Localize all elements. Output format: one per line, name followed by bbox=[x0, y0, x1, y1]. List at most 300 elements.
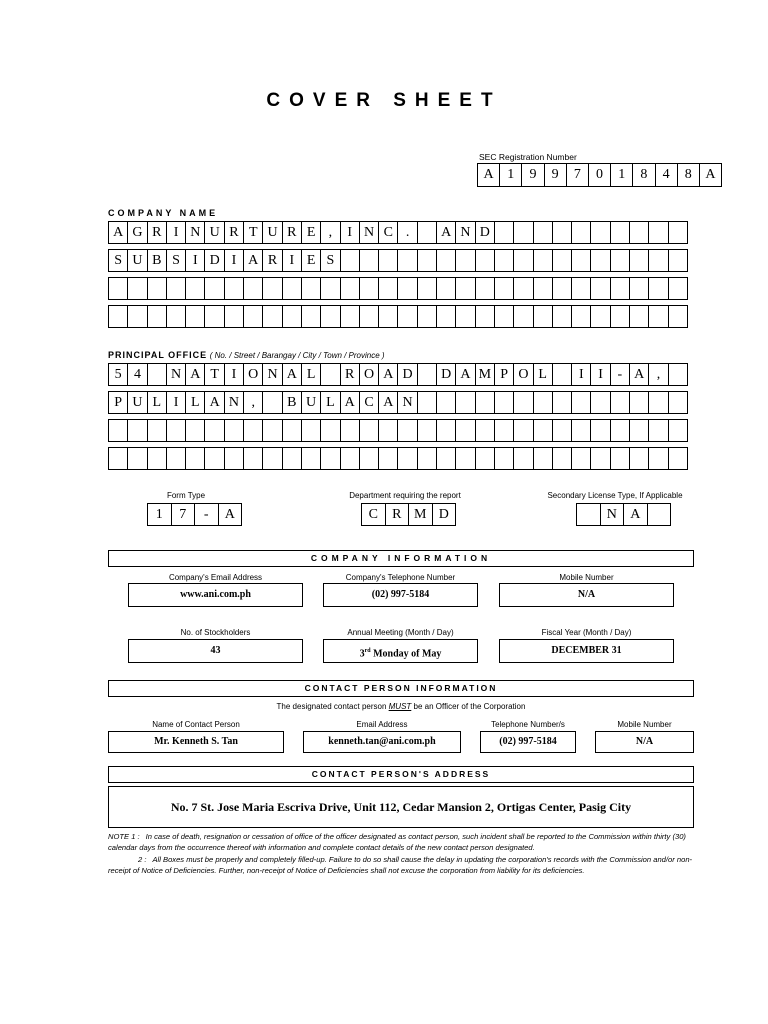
principal-office-cell[interactable] bbox=[552, 447, 572, 470]
principal-office-cell[interactable] bbox=[378, 419, 398, 442]
principal-office-cell[interactable] bbox=[108, 447, 128, 470]
company-mobile-label: Mobile Number bbox=[559, 573, 614, 582]
company-name-cell[interactable] bbox=[397, 305, 417, 328]
company-name-cell[interactable] bbox=[648, 277, 668, 300]
company-name-cell[interactable] bbox=[320, 277, 340, 300]
company-name-cell[interactable] bbox=[166, 277, 186, 300]
secondary-license-cell[interactable] bbox=[647, 503, 672, 526]
company-name-cell[interactable] bbox=[590, 221, 610, 244]
company-name-row[interactable] bbox=[108, 221, 687, 244]
principal-office-cell[interactable]: A bbox=[378, 391, 398, 414]
department-boxes[interactable] bbox=[361, 503, 455, 526]
company-name-cell[interactable] bbox=[417, 249, 437, 272]
principal-office-cell[interactable] bbox=[108, 419, 128, 442]
principal-office-cell[interactable] bbox=[243, 419, 263, 442]
company-name-cell[interactable] bbox=[359, 277, 379, 300]
sec-registration-cell[interactable]: 8 bbox=[677, 163, 700, 187]
principal-office-cell[interactable] bbox=[147, 419, 167, 442]
company-name-cell[interactable] bbox=[590, 249, 610, 272]
principal-office-heading bbox=[108, 350, 385, 360]
principal-office-cell[interactable] bbox=[436, 391, 456, 414]
company-name-cell[interactable] bbox=[494, 249, 514, 272]
company-name-cell[interactable]: A bbox=[436, 221, 456, 244]
company-name-cell[interactable] bbox=[301, 305, 321, 328]
company-name-cell[interactable]: R bbox=[282, 221, 302, 244]
company-name-cell[interactable] bbox=[282, 277, 302, 300]
principal-office-cell[interactable] bbox=[262, 391, 282, 414]
principal-office-cell[interactable]: A bbox=[204, 391, 224, 414]
company-name-row[interactable] bbox=[108, 277, 687, 300]
company-name-cell[interactable] bbox=[629, 305, 649, 328]
company-name-cell[interactable] bbox=[359, 249, 379, 272]
principal-office-cell[interactable] bbox=[552, 391, 572, 414]
company-name-cell[interactable] bbox=[571, 249, 591, 272]
company-name-cell[interactable] bbox=[571, 305, 591, 328]
principal-office-cell[interactable]: T bbox=[204, 363, 224, 386]
company-name-cell[interactable] bbox=[436, 305, 456, 328]
principal-office-cell[interactable]: L bbox=[533, 363, 553, 386]
department-cell[interactable]: R bbox=[385, 503, 410, 526]
principal-office-cell[interactable] bbox=[513, 447, 533, 470]
principal-office-cell[interactable]: U bbox=[127, 391, 147, 414]
company-name-cell[interactable]: S bbox=[166, 249, 186, 272]
company-name-cell[interactable] bbox=[648, 305, 668, 328]
company-name-cell[interactable] bbox=[533, 277, 553, 300]
company-name-cell[interactable] bbox=[610, 221, 630, 244]
principal-office-cell[interactable] bbox=[282, 419, 302, 442]
principal-office-cell[interactable] bbox=[185, 447, 205, 470]
secondary-license-cell[interactable] bbox=[576, 503, 601, 526]
company-name-cell[interactable] bbox=[185, 277, 205, 300]
principal-office-cell[interactable] bbox=[610, 419, 630, 442]
principal-office-cell[interactable] bbox=[494, 419, 514, 442]
principal-office-cell[interactable] bbox=[436, 419, 456, 442]
company-name-cell[interactable] bbox=[475, 277, 495, 300]
company-name-cell[interactable] bbox=[455, 305, 475, 328]
principal-office-cell[interactable] bbox=[378, 447, 398, 470]
principal-office-row[interactable] bbox=[108, 363, 687, 386]
company-name-cell[interactable] bbox=[455, 249, 475, 272]
principal-office-cell[interactable] bbox=[533, 419, 553, 442]
company-name-cell[interactable] bbox=[301, 277, 321, 300]
principal-office-cell[interactable] bbox=[204, 447, 224, 470]
principal-office-cell[interactable] bbox=[243, 447, 263, 470]
principal-office-cell[interactable] bbox=[648, 391, 668, 414]
principal-office-cell[interactable] bbox=[417, 391, 437, 414]
principal-office-cell[interactable] bbox=[397, 447, 417, 470]
note-2-prefix: 2 : bbox=[138, 855, 147, 864]
principal-office-cell[interactable] bbox=[455, 419, 475, 442]
company-name-cell[interactable] bbox=[668, 221, 688, 244]
sec-registration-cell[interactable]: 4 bbox=[655, 163, 678, 187]
company-name-cell[interactable]: U bbox=[204, 221, 224, 244]
form-type-cell[interactable]: 7 bbox=[171, 503, 196, 526]
company-name-cell[interactable]: I bbox=[166, 221, 186, 244]
contact-name-label: Name of Contact Person bbox=[152, 720, 240, 729]
company-phone-field[interactable]: (02) 997-5184 bbox=[323, 583, 478, 607]
company-name-cell[interactable]: A bbox=[243, 249, 263, 272]
company-name-cell[interactable]: B bbox=[147, 249, 167, 272]
company-name-cell[interactable] bbox=[417, 305, 437, 328]
company-name-cell[interactable] bbox=[513, 305, 533, 328]
company-name-cell[interactable] bbox=[668, 277, 688, 300]
principal-office-cell[interactable] bbox=[629, 391, 649, 414]
principal-office-cell[interactable]: D bbox=[397, 363, 417, 386]
company-name-cell[interactable] bbox=[533, 305, 553, 328]
principal-office-cell[interactable]: I bbox=[590, 363, 610, 386]
principal-office-row[interactable] bbox=[108, 391, 687, 414]
principal-office-cell[interactable]: O bbox=[243, 363, 263, 386]
sec-registration-cell[interactable]: 9 bbox=[544, 163, 567, 187]
principal-office-cell[interactable]: C bbox=[359, 391, 379, 414]
company-name-cell[interactable] bbox=[417, 221, 437, 244]
principal-office-cell[interactable] bbox=[552, 363, 572, 386]
principal-office-cell[interactable]: D bbox=[436, 363, 456, 386]
fiscal-year-field[interactable]: DECEMBER 31 bbox=[499, 639, 674, 663]
principal-office-cell[interactable] bbox=[417, 447, 437, 470]
annual-meeting-text: Monday of May bbox=[370, 648, 442, 660]
principal-office-cell[interactable] bbox=[648, 419, 668, 442]
principal-office-row[interactable] bbox=[108, 419, 687, 442]
sec-registration-cell[interactable]: A bbox=[699, 163, 722, 187]
company-name-cell[interactable] bbox=[340, 305, 360, 328]
principal-office-cell[interactable] bbox=[610, 447, 630, 470]
principal-office-cell[interactable]: N bbox=[224, 391, 244, 414]
company-name-cell[interactable] bbox=[494, 277, 514, 300]
principal-office-cell[interactable]: L bbox=[301, 363, 321, 386]
principal-office-cell[interactable]: N bbox=[166, 363, 186, 386]
company-name-cell[interactable] bbox=[436, 277, 456, 300]
form-type-cell[interactable]: A bbox=[218, 503, 243, 526]
principal-office-cell[interactable] bbox=[668, 391, 688, 414]
sec-registration-cell[interactable]: 8 bbox=[632, 163, 655, 187]
company-name-cell[interactable]: . bbox=[397, 221, 417, 244]
contact-note-must: MUST bbox=[388, 702, 412, 711]
company-name-cell[interactable]: S bbox=[320, 249, 340, 272]
company-name-cell[interactable]: A bbox=[108, 221, 128, 244]
secondary-license-boxes[interactable] bbox=[576, 503, 670, 526]
principal-office-cell[interactable] bbox=[571, 419, 591, 442]
company-name-cell[interactable] bbox=[108, 277, 128, 300]
principal-office-cell[interactable] bbox=[648, 447, 668, 470]
principal-office-cell[interactable] bbox=[629, 419, 649, 442]
form-type-cell[interactable]: - bbox=[194, 503, 219, 526]
company-name-cell[interactable] bbox=[571, 221, 591, 244]
principal-office-cell[interactable] bbox=[455, 447, 475, 470]
department-cell[interactable]: M bbox=[408, 503, 433, 526]
principal-office-cell[interactable]: A bbox=[378, 363, 398, 386]
principal-office-cell[interactable] bbox=[147, 363, 167, 386]
company-name-cell[interactable]: G bbox=[127, 221, 147, 244]
contact-address-field[interactable]: No. 7 St. Jose Maria Escriva Drive, Unit 112, Cedar Mansion 2, Ortigas Center, Pasig City bbox=[108, 786, 694, 828]
department-cell[interactable]: D bbox=[432, 503, 457, 526]
principal-office-cell[interactable] bbox=[571, 447, 591, 470]
company-mobile-field[interactable]: N/A bbox=[499, 583, 674, 607]
principal-office-cell[interactable] bbox=[340, 447, 360, 470]
principal-office-cell[interactable] bbox=[224, 447, 244, 470]
company-name-cell[interactable] bbox=[552, 277, 572, 300]
note-1-prefix: NOTE 1 : bbox=[108, 832, 140, 841]
principal-office-cell[interactable] bbox=[668, 419, 688, 442]
company-name-cell[interactable] bbox=[475, 305, 495, 328]
company-name-cell[interactable]: D bbox=[204, 249, 224, 272]
company-name-cell[interactable] bbox=[417, 277, 437, 300]
company-name-cell[interactable] bbox=[475, 249, 495, 272]
principal-office-cell[interactable] bbox=[494, 391, 514, 414]
company-name-cell[interactable] bbox=[533, 221, 553, 244]
principal-office-cell[interactable]: A bbox=[185, 363, 205, 386]
company-name-cell[interactable] bbox=[147, 277, 167, 300]
contact-email-label: Email Address bbox=[356, 720, 408, 729]
contact-name-field[interactable]: Mr. Kenneth S. Tan bbox=[108, 731, 284, 753]
principal-office-cell[interactable]: R bbox=[340, 363, 360, 386]
company-name-cell[interactable]: U bbox=[127, 249, 147, 272]
sec-registration-cell[interactable]: 1 bbox=[499, 163, 522, 187]
principal-office-cell[interactable] bbox=[417, 419, 437, 442]
secondary-license-cell[interactable]: A bbox=[623, 503, 648, 526]
principal-office-cell[interactable] bbox=[320, 447, 340, 470]
principal-office-cell[interactable]: A bbox=[629, 363, 649, 386]
principal-office-cell[interactable] bbox=[533, 447, 553, 470]
company-name-cell[interactable] bbox=[166, 305, 186, 328]
company-name-cell[interactable] bbox=[127, 305, 147, 328]
company-name-cell[interactable] bbox=[513, 277, 533, 300]
principal-office-cell[interactable] bbox=[127, 419, 147, 442]
company-name-cell[interactable] bbox=[340, 249, 360, 272]
principal-office-cell[interactable]: U bbox=[301, 391, 321, 414]
principal-office-cell[interactable] bbox=[436, 447, 456, 470]
principal-office-cell[interactable] bbox=[359, 419, 379, 442]
principal-office-cell[interactable] bbox=[610, 391, 630, 414]
company-name-cell[interactable] bbox=[513, 221, 533, 244]
principal-office-cell[interactable]: P bbox=[108, 391, 128, 414]
company-name-cell[interactable] bbox=[629, 277, 649, 300]
principal-office-cell[interactable] bbox=[127, 447, 147, 470]
company-name-cell[interactable] bbox=[513, 249, 533, 272]
annual-meeting-label: Annual Meeting (Month / Day) bbox=[347, 628, 454, 637]
principal-office-cell[interactable] bbox=[494, 447, 514, 470]
company-name-cell[interactable]: E bbox=[301, 221, 321, 244]
contact-note-post: be an Officer of the Corporation bbox=[411, 702, 526, 711]
company-phone-label: Company's Telephone Number bbox=[345, 573, 456, 582]
company-name-cell[interactable]: I bbox=[340, 221, 360, 244]
secondary-license-cell[interactable]: N bbox=[600, 503, 625, 526]
company-name-cell[interactable]: N bbox=[185, 221, 205, 244]
company-name-cell[interactable]: R bbox=[147, 221, 167, 244]
company-name-cell[interactable] bbox=[320, 305, 340, 328]
principal-office-cell[interactable] bbox=[301, 447, 321, 470]
principal-office-cell[interactable] bbox=[668, 363, 688, 386]
principal-office-cell[interactable]: I bbox=[571, 363, 591, 386]
company-name-cell[interactable] bbox=[224, 277, 244, 300]
principal-office-cell[interactable]: I bbox=[224, 363, 244, 386]
sec-registration-cell[interactable]: A bbox=[477, 163, 500, 187]
company-name-cell[interactable] bbox=[147, 305, 167, 328]
principal-office-cell[interactable]: P bbox=[494, 363, 514, 386]
company-name-cell[interactable]: T bbox=[243, 221, 263, 244]
sec-registration-number[interactable] bbox=[477, 163, 721, 187]
contact-mobile-field[interactable]: N/A bbox=[595, 731, 694, 753]
company-name-grid[interactable] bbox=[108, 221, 687, 333]
company-name-cell[interactable] bbox=[552, 221, 572, 244]
company-name-cell[interactable] bbox=[340, 277, 360, 300]
company-name-cell[interactable] bbox=[436, 249, 456, 272]
principal-office-cell[interactable] bbox=[475, 419, 495, 442]
sec-registration-cell[interactable]: 7 bbox=[566, 163, 589, 187]
principal-office-cell[interactable] bbox=[166, 419, 186, 442]
company-name-cell[interactable] bbox=[282, 305, 302, 328]
company-name-cell[interactable] bbox=[127, 277, 147, 300]
company-name-cell[interactable] bbox=[378, 249, 398, 272]
principal-office-cell[interactable]: N bbox=[262, 363, 282, 386]
principal-office-cell[interactable] bbox=[359, 447, 379, 470]
principal-office-cell[interactable]: 5 bbox=[108, 363, 128, 386]
company-name-cell[interactable] bbox=[648, 249, 668, 272]
principal-office-cell[interactable] bbox=[204, 419, 224, 442]
company-name-cell[interactable] bbox=[185, 305, 205, 328]
company-name-cell[interactable]: D bbox=[475, 221, 495, 244]
company-name-cell[interactable] bbox=[494, 305, 514, 328]
company-name-cell[interactable] bbox=[204, 277, 224, 300]
contact-email-field[interactable]: kenneth.tan@ani.com.ph bbox=[303, 731, 461, 753]
principal-office-cell[interactable] bbox=[571, 391, 591, 414]
company-name-cell[interactable] bbox=[668, 249, 688, 272]
principal-office-cell[interactable] bbox=[282, 447, 302, 470]
principal-office-cell[interactable] bbox=[320, 363, 340, 386]
company-name-cell[interactable] bbox=[378, 305, 398, 328]
principal-office-cell[interactable] bbox=[340, 419, 360, 442]
company-name-cell[interactable] bbox=[571, 277, 591, 300]
principal-office-cell[interactable] bbox=[147, 447, 167, 470]
company-name-cell[interactable] bbox=[243, 305, 263, 328]
annual-meeting-field[interactable] bbox=[323, 639, 478, 663]
company-name-cell[interactable]: E bbox=[301, 249, 321, 272]
company-name-cell[interactable] bbox=[494, 221, 514, 244]
principal-office-row[interactable] bbox=[108, 447, 687, 470]
stockholders-field[interactable]: 43 bbox=[128, 639, 303, 663]
company-name-cell[interactable] bbox=[552, 305, 572, 328]
company-name-cell[interactable] bbox=[590, 305, 610, 328]
company-name-cell[interactable] bbox=[648, 221, 668, 244]
principal-office-cell[interactable] bbox=[455, 391, 475, 414]
sec-registration-cell[interactable]: 1 bbox=[610, 163, 633, 187]
company-name-cell[interactable] bbox=[262, 305, 282, 328]
principal-office-cell[interactable] bbox=[513, 419, 533, 442]
company-name-cell[interactable] bbox=[262, 277, 282, 300]
company-name-cell[interactable] bbox=[533, 249, 553, 272]
principal-office-cell[interactable]: M bbox=[475, 363, 495, 386]
principal-office-cell[interactable] bbox=[262, 419, 282, 442]
company-name-cell[interactable] bbox=[397, 249, 417, 272]
principal-office-grid[interactable] bbox=[108, 363, 687, 475]
principal-office-cell[interactable]: , bbox=[243, 391, 263, 414]
company-name-cell[interactable] bbox=[629, 249, 649, 272]
principal-office-cell[interactable] bbox=[166, 447, 186, 470]
company-name-cell[interactable]: S bbox=[108, 249, 128, 272]
principal-office-cell[interactable] bbox=[513, 391, 533, 414]
company-name-cell[interactable]: I bbox=[185, 249, 205, 272]
company-name-cell[interactable] bbox=[108, 305, 128, 328]
principal-office-cell[interactable] bbox=[320, 419, 340, 442]
principal-office-cell[interactable]: L bbox=[320, 391, 340, 414]
sec-registration-cell[interactable]: 0 bbox=[588, 163, 611, 187]
principal-office-cell[interactable] bbox=[185, 419, 205, 442]
principal-office-cell[interactable] bbox=[397, 419, 417, 442]
principal-office-cell[interactable] bbox=[224, 419, 244, 442]
principal-office-cell[interactable] bbox=[552, 419, 572, 442]
principal-office-cell[interactable] bbox=[417, 363, 437, 386]
company-name-cell[interactable] bbox=[455, 277, 475, 300]
sec-registration-cell[interactable]: 9 bbox=[521, 163, 544, 187]
company-name-cell[interactable]: I bbox=[282, 249, 302, 272]
company-name-cell[interactable]: C bbox=[378, 221, 398, 244]
company-name-cell[interactable] bbox=[204, 305, 224, 328]
principal-office-cell[interactable] bbox=[590, 391, 610, 414]
company-name-cell[interactable] bbox=[397, 277, 417, 300]
company-name-cell[interactable] bbox=[629, 221, 649, 244]
principal-office-cell[interactable]: O bbox=[513, 363, 533, 386]
principal-office-cell[interactable]: N bbox=[397, 391, 417, 414]
principal-office-cell[interactable]: A bbox=[455, 363, 475, 386]
principal-office-cell[interactable]: A bbox=[340, 391, 360, 414]
fiscal-year-label: Fiscal Year (Month / Day) bbox=[541, 628, 632, 637]
form-type-boxes[interactable] bbox=[147, 503, 241, 526]
principal-office-cell[interactable] bbox=[301, 419, 321, 442]
company-name-cell[interactable] bbox=[610, 249, 630, 272]
principal-office-cell[interactable]: , bbox=[648, 363, 668, 386]
principal-office-cell[interactable] bbox=[668, 447, 688, 470]
company-email-field[interactable]: www.ani.com.ph bbox=[128, 583, 303, 607]
company-name-row[interactable] bbox=[108, 305, 687, 328]
department-cell[interactable]: C bbox=[361, 503, 386, 526]
principal-office-cell[interactable] bbox=[590, 419, 610, 442]
company-name-cell[interactable] bbox=[359, 305, 379, 328]
company-name-cell[interactable] bbox=[610, 305, 630, 328]
company-name-cell[interactable] bbox=[590, 277, 610, 300]
company-name-cell[interactable] bbox=[378, 277, 398, 300]
principal-office-cell[interactable] bbox=[475, 391, 495, 414]
contact-phone-field[interactable]: (02) 997-5184 bbox=[480, 731, 576, 753]
principal-office-cell[interactable]: L bbox=[147, 391, 167, 414]
principal-office-cell[interactable] bbox=[629, 447, 649, 470]
company-name-cell[interactable]: R bbox=[262, 249, 282, 272]
principal-office-cell[interactable] bbox=[533, 391, 553, 414]
company-name-row[interactable] bbox=[108, 249, 687, 272]
company-name-cell[interactable]: N bbox=[455, 221, 475, 244]
principal-office-cell[interactable]: 4 bbox=[127, 363, 147, 386]
principal-office-cell[interactable]: - bbox=[610, 363, 630, 386]
form-type-cell[interactable]: 1 bbox=[147, 503, 172, 526]
principal-office-cell[interactable]: O bbox=[359, 363, 379, 386]
principal-office-cell[interactable]: L bbox=[185, 391, 205, 414]
company-name-cell[interactable] bbox=[610, 277, 630, 300]
principal-office-cell[interactable] bbox=[262, 447, 282, 470]
company-name-cell[interactable]: , bbox=[320, 221, 340, 244]
company-name-cell[interactable]: U bbox=[262, 221, 282, 244]
company-name-cell[interactable] bbox=[552, 249, 572, 272]
company-name-cell[interactable]: N bbox=[359, 221, 379, 244]
company-name-cell[interactable]: I bbox=[224, 249, 244, 272]
company-name-cell[interactable] bbox=[243, 277, 263, 300]
principal-office-cell[interactable] bbox=[590, 447, 610, 470]
principal-office-cell[interactable] bbox=[475, 447, 495, 470]
principal-office-cell[interactable]: B bbox=[282, 391, 302, 414]
company-name-cell[interactable]: R bbox=[224, 221, 244, 244]
principal-office-cell[interactable]: I bbox=[166, 391, 186, 414]
principal-office-cell[interactable]: A bbox=[282, 363, 302, 386]
company-name-cell[interactable] bbox=[224, 305, 244, 328]
company-name-cell[interactable] bbox=[668, 305, 688, 328]
